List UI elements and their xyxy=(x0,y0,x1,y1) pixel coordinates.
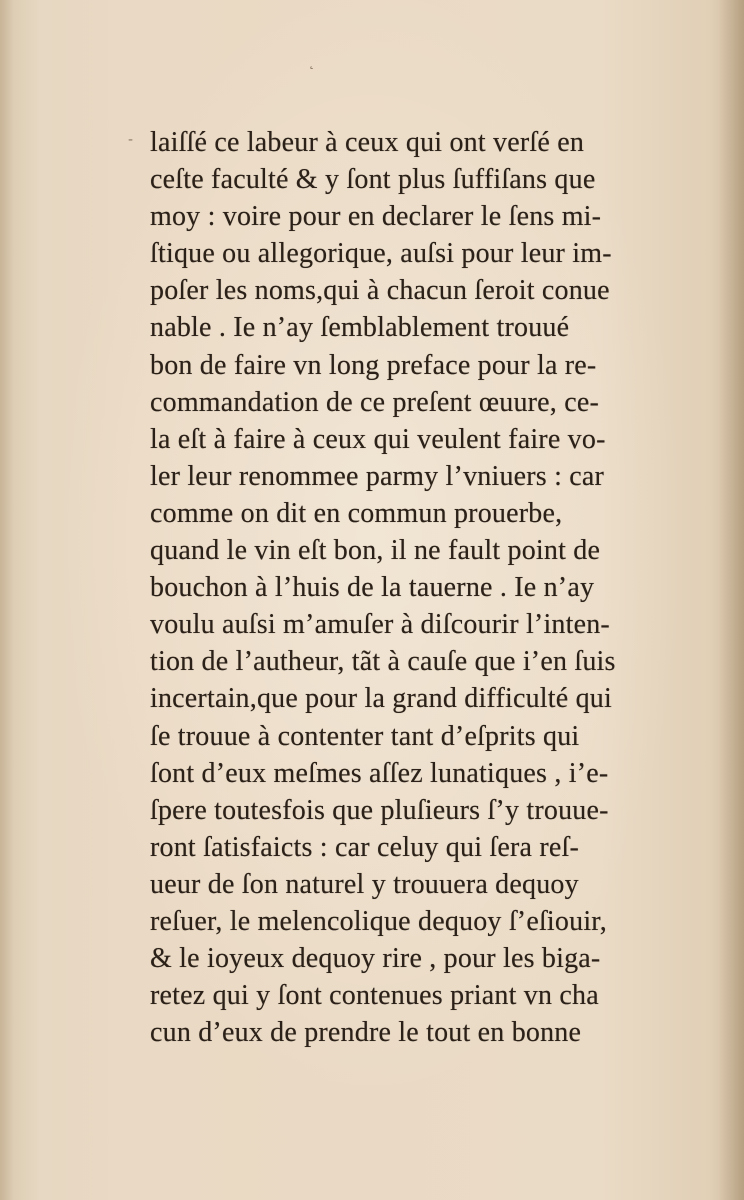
text-line: ler leur renommee parmy l’vniuers : car xyxy=(150,460,605,492)
text-line: ueur de ſon naturel y trouuera dequoy xyxy=(150,868,579,900)
page-gutter-shadow xyxy=(718,0,744,1200)
text-line: & le ioyeux dequoy rire , pour les biga- xyxy=(150,943,601,975)
text-line: laiſſé ce labeur à ceux qui ont verſé en xyxy=(150,127,585,158)
text-line: ſont d’eux meſmes aſſez lunatiques , i’e- xyxy=(150,757,609,789)
text-line: voulu auſsi m’amuſer à diſcourir l’inten- xyxy=(150,609,610,641)
text-line: bon de faire vn long preface pour la re- xyxy=(150,349,597,381)
text-line: bouchon à l’huis de la tauerne . Ie n’ay xyxy=(150,572,595,604)
text-line: tion de l’autheur, tãt à cauſe que i’en ſuis xyxy=(150,646,616,678)
text-line: ceſte faculté & y ſont plus ſuffiſans que xyxy=(150,164,596,196)
text-line: moy : voire pour en declarer le ſens mi- xyxy=(150,201,602,233)
text-line: cun d’eux de prendre le tout en bonne xyxy=(150,1017,582,1049)
text-line: quand le vin eſt bon, il ne fault point de xyxy=(150,535,601,567)
body-text xyxy=(150,124,710,1051)
text-line: la eſt à faire à ceux qui veulent faire vo- xyxy=(150,423,606,455)
margin-mark: - xyxy=(128,132,134,148)
text-line: retez qui y ſont contenues priant vn cha xyxy=(150,980,599,1012)
text-line: ſe trouue à contenter tant d’eſprits qui xyxy=(150,720,580,752)
text-line: incertain,que pour la grand difficulté qui xyxy=(150,683,612,715)
text-line: reſuer, le melencolique dequoy ſ’eſiouir, xyxy=(150,905,607,937)
text-line: nable . Ie n’ay ſemblablement trouué xyxy=(150,312,570,344)
page-left-edge-shadow xyxy=(0,0,14,1200)
text-line: ſpere toutesfois que pluſieurs ſ’y trouue- xyxy=(150,794,609,826)
text-line: commandation de ce preſent œuure, ce- xyxy=(150,386,599,418)
text-line: comme on dit en commun prouerbe, xyxy=(150,497,563,529)
text-line: poſer les noms,qui à chacun ſeroit conue xyxy=(150,275,610,307)
text-line: ront ſatisfaicts : car celuy qui ſera reſ- xyxy=(150,831,579,863)
text-line: ſtique ou allegorique, auſsi pour leur im- xyxy=(150,238,612,270)
printer-mark: ˛ xyxy=(308,54,315,70)
